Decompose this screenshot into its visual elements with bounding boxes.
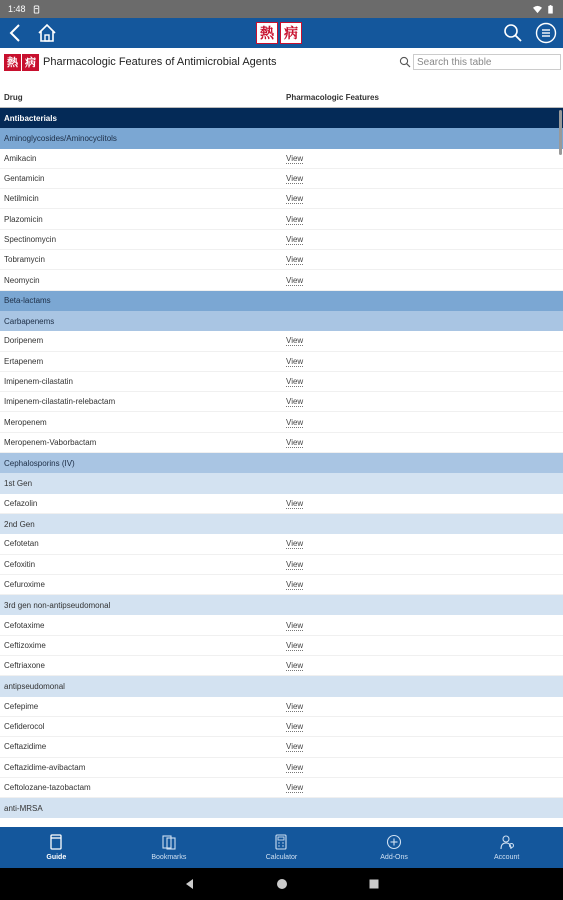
view-link[interactable]: View [286,762,304,772]
drug-cell [0,438,282,447]
table-section-row [0,108,563,128]
title-logo [4,54,39,71]
table-subsub-row [0,514,563,534]
drug-cell [0,641,282,650]
column-header-drug: Drug [4,93,23,102]
view-link[interactable]: View [286,559,304,569]
table-row[interactable] [0,555,563,575]
drug-cell [0,397,282,406]
drug-cell [0,377,282,386]
drug-cell [0,336,282,345]
home-icon [36,22,58,44]
table-row[interactable] [0,209,563,229]
drug-cell: Antibacterials [4,113,57,123]
drug-link[interactable]: Cefiderocol [4,722,45,732]
account-icon [499,834,515,852]
drug-link[interactable]: Ceftriaxone [4,661,45,671]
drug-link[interactable]: Amikacin [4,153,37,163]
features-cell [282,418,303,427]
table-row[interactable] [0,372,563,392]
view-link[interactable]: View [286,194,304,204]
status-bar [0,0,563,18]
back-triangle-icon[interactable] [184,878,196,890]
search-icon [399,56,411,68]
drug-link[interactable]: Cefazolin [4,498,38,508]
drug-cell: 3rd gen non-antipseudomonal [4,600,111,610]
table-subsub-row [0,798,563,818]
drug-link[interactable]: Imipenem-cilastatin-relebactam [4,397,116,407]
features-cell [282,763,303,772]
back-button[interactable] [6,23,26,43]
drug-link[interactable]: Gentamicin [4,174,45,184]
table-row[interactable] [0,656,563,676]
drug-cell: Cephalosporins (IV) [4,458,75,468]
drug-link[interactable]: Ceftolozane-tazobactam [4,782,91,792]
nav-item-account[interactable] [450,827,563,868]
view-link[interactable]: View [286,539,304,549]
search-icon [503,23,523,43]
drug-cell [0,560,282,569]
drug-link[interactable]: Cefotetan [4,539,39,549]
bottom-navigation [0,827,563,868]
features-cell [282,377,303,386]
table-subsub-row [0,473,563,493]
table-title-bar [0,48,563,76]
status-time: 1:48 [8,4,26,14]
features-cell [282,621,303,630]
home-button[interactable] [36,22,58,44]
drug-cell [0,539,282,548]
drug-cell [0,722,282,731]
drug-cell: anti-MRSA [4,803,43,813]
drug-cell [0,702,282,711]
table-search [399,54,561,70]
table-row[interactable] [0,636,563,656]
features-cell [282,539,303,548]
features-cell [282,661,303,670]
table-row[interactable] [0,737,563,757]
menu-button[interactable] [535,22,557,44]
features-cell [282,580,303,589]
logo-char: 熱 [256,22,278,44]
drug-cell [0,235,282,244]
drug-link[interactable]: Cefepime [4,701,39,711]
search-input[interactable] [413,54,561,70]
drug-link[interactable]: Ceftazidime-avibactam [4,762,86,772]
table-row[interactable] [0,758,563,778]
nav-item-label: Bookmarks [151,854,187,861]
drug-cell [0,174,282,183]
drug-cell: 1st Gen [4,478,33,488]
nav-item-label: Account [494,854,520,861]
view-link[interactable]: View [286,782,304,792]
drug-cell [0,418,282,427]
table-subgroup-row [0,453,563,473]
search-button[interactable] [503,23,523,43]
features-cell [282,215,303,224]
table-row[interactable] [0,534,563,554]
features-cell [282,499,303,508]
drug-cell: Carbapenems [4,316,55,326]
view-link[interactable]: View [286,153,304,163]
wifi-icon [533,5,542,14]
table-row[interactable] [0,250,563,270]
table-subgroup-row [0,311,563,331]
drug-cell: antipseudomonal [4,681,65,691]
drug-link[interactable]: Meropenem-Vaborbactam [4,437,97,447]
view-link[interactable]: View [286,417,304,427]
drug-cell [0,276,282,285]
table-row[interactable] [0,697,563,717]
drug-link[interactable]: Ertapenem [4,356,44,366]
view-link[interactable]: View [286,640,304,650]
table-row[interactable] [0,778,563,798]
nav-item-guide[interactable] [0,827,113,868]
view-link[interactable]: View [286,620,304,630]
drug-cell [0,255,282,264]
view-link[interactable]: View [286,234,304,244]
view-link[interactable]: View [286,377,304,386]
drug-cell [0,215,282,224]
features-cell [282,722,303,731]
view-link[interactable]: View [286,437,304,447]
view-link[interactable]: View [286,255,304,265]
drug-cell [0,499,282,508]
table-group-row [0,128,563,148]
recents-square-icon[interactable] [368,878,380,890]
calculator-icon [273,834,289,852]
drug-link[interactable]: Neomycin [4,275,40,285]
drug-cell [0,661,282,670]
view-link[interactable]: View [286,742,304,752]
drug-cell [0,742,282,751]
nav-item-add-ons[interactable] [338,827,451,868]
view-link[interactable]: View [286,214,304,224]
drug-link[interactable]: Cefotaxime [4,620,45,630]
features-cell [282,783,303,792]
view-link[interactable]: View [286,579,304,589]
table-row[interactable] [0,352,563,372]
features-cell [282,702,303,711]
table-row[interactable] [0,169,563,189]
logo-char: 病 [22,54,39,71]
add-ons-icon [386,834,402,852]
drug-link[interactable]: Netilmicin [4,194,39,204]
table-row[interactable] [0,149,563,169]
storage-icon [32,5,41,14]
drug-link[interactable]: Doripenem [4,336,44,346]
drug-link[interactable]: Plazomicin [4,214,43,224]
table-row[interactable] [0,230,563,250]
battery-icon [546,5,555,14]
features-cell [282,255,303,264]
features-cell [282,336,303,345]
page-title: Pharmacologic Features of Antimicrobial Agents [43,56,277,68]
chevron-left-icon [6,23,26,43]
book-icon [48,834,64,852]
app-bar [0,18,563,48]
bookmarks-icon [161,834,177,852]
drug-cell [0,783,282,792]
view-link[interactable]: View [286,275,304,285]
table-row[interactable] [0,392,563,412]
logo-char: 熱 [4,54,21,71]
drug-link[interactable]: Cefoxitin [4,559,36,569]
features-cell [282,397,303,406]
menu-circle-icon [535,22,557,44]
table-row[interactable] [0,270,563,290]
view-link[interactable]: View [286,397,304,407]
table-body [0,108,563,827]
nav-item-label: Add-Ons [380,854,408,861]
drug-cell [0,154,282,163]
drug-link[interactable]: Tobramycin [4,255,45,265]
drug-cell [0,621,282,630]
features-cell [282,194,303,203]
table-row[interactable] [0,494,563,514]
table-row[interactable] [0,575,563,595]
table-subsub-row [0,676,563,696]
features-cell [282,276,303,285]
features-cell [282,560,303,569]
drug-cell [0,580,282,589]
drug-link[interactable]: Cefuroxime [4,579,45,589]
drug-cell [0,763,282,772]
scrollbar[interactable] [559,110,562,155]
features-cell [282,641,303,650]
table-group-row [0,291,563,311]
table-row[interactable] [0,412,563,432]
drug-link[interactable]: Meropenem [4,417,47,427]
table-header [0,76,563,108]
app-logo [256,22,302,44]
column-header-features: Pharmacologic Features [286,93,379,102]
drug-cell: Aminoglycosides/Aminocyclitols [4,133,117,143]
view-link[interactable]: View [286,722,304,732]
home-circle-icon[interactable] [276,878,288,890]
features-cell [282,174,303,183]
drug-link[interactable]: Spectinomycin [4,234,57,244]
nav-item-bookmarks[interactable] [113,827,226,868]
drug-cell [0,194,282,203]
logo-char: 病 [280,22,302,44]
drug-cell: Beta-lactams [4,296,51,306]
table-row[interactable] [0,331,563,351]
nav-item-label: Calculator [265,854,298,861]
view-link[interactable]: View [286,356,304,366]
table-row[interactable] [0,433,563,453]
table-row[interactable] [0,717,563,737]
view-link[interactable]: View [286,498,304,508]
nav-item-label: Guide [46,854,67,861]
features-cell [282,742,303,751]
features-cell [282,235,303,244]
view-link[interactable]: View [286,661,304,671]
table-subsub-row [0,595,563,615]
view-link[interactable]: View [286,174,304,184]
drug-cell: 2nd Gen [4,519,35,529]
drug-link[interactable]: Ceftizoxime [4,640,46,650]
table-row[interactable] [0,615,563,635]
view-link[interactable]: View [286,701,304,711]
drug-link[interactable]: Imipenem-cilastatin [4,377,73,386]
features-cell [282,154,303,163]
drug-link[interactable]: Ceftazidime [4,742,47,752]
nav-item-calculator[interactable] [225,827,338,868]
system-navigation [0,868,563,900]
features-cell [282,438,303,447]
table-row[interactable] [0,189,563,209]
drug-cell [0,357,282,366]
features-cell [282,357,303,366]
view-link[interactable]: View [286,336,304,346]
